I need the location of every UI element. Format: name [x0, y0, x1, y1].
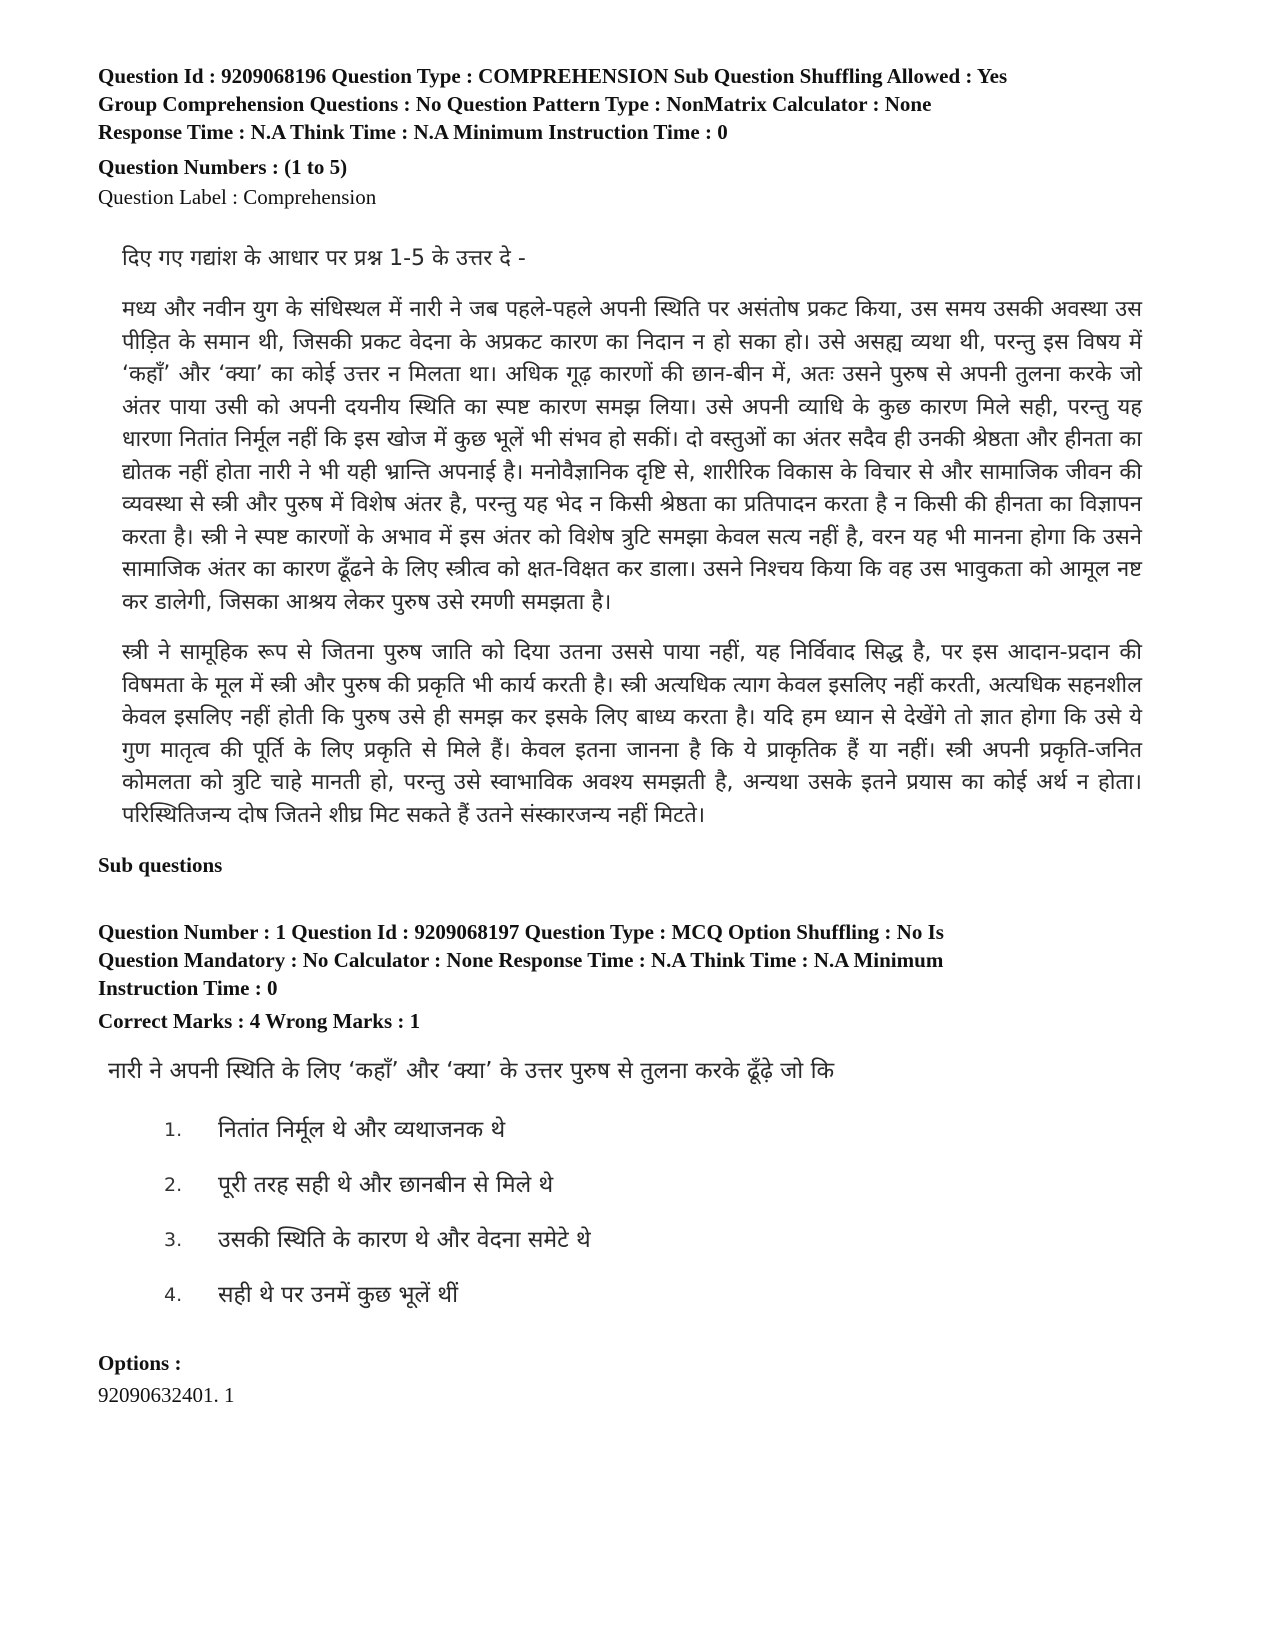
- choice-text: उसकी स्थिति के कारण थे और वेदना समेटे थे: [218, 1226, 591, 1253]
- sub-meta-line-3: Instruction Time : 0: [98, 976, 278, 1000]
- comprehension-passage: [122, 294, 1142, 832]
- marks-info: Correct Marks : 4 Wrong Marks : 1: [98, 1009, 421, 1033]
- choice-number: 4.: [164, 1283, 183, 1306]
- question-label: Question Label : Comprehension: [98, 185, 377, 209]
- choice-number: 2.: [164, 1173, 183, 1196]
- answer-choices: [98, 1102, 1188, 1322]
- passage-paragraph-1: मध्य और नवीन युग के संधिस्थल में नारी ने जब पहले-पहले अपनी स्थिति पर असंतोष प्रकट किया, उस समय उसकी अवस्था उस पीड़ित के समान थी, जिसकी प्रकट वेदना के अप्रकट कारण का निदान न हो सका हो। उसे असह्य व्यथा थी, परन्तु इस विषय में ‘कहाँ’ और ‘क्या’ का कोई उत्तर न मिलता था। अधिक गूढ़ कारणों की छान-बीन में, अतः उसने पुरुष से अपनी तुलना करके जो अंतर पाया उसी को अपनी दयनीय स्थिति का स्पष्ट कारण समझ लिया। उसे अपनी व्याधि के कुछ कारण मिले सही, परन्तु यह धारणा नितांत निर्मूल नहीं कि इस खोज में कुछ भूलें भी संभव हो सकीं। दो वस्तुओं का अंतर सदैव ही उनकी श्रेष्ठता और हीनता का द्योतक नहीं होता नारी ने भी यही भ्रान्ति अपनाई है। मनोवैज्ञानिक दृष्टि से, शारीरिक विकास के विचार से और सामाजिक जीवन की व्यवस्था से स्त्री और पुरुष में विशेष अंतर है, परन्तु यह भेद न किसी श्रेष्ठता का प्रतिपादन करता है न किसी की हीनता का विज्ञापन करता है। स्त्री ने स्पष्ट कारणों के अभाव में इस अंतर को विशेष त्रुटि समझा केवल सत्य नहीं है, वरन यह भी मानना होगा कि उसने सामाजिक अंतर का कारण ढूँढने के लिए स्त्रीत्व को क्षत-विक्षत कर डाला। उसने निश्चय किया कि वह उस भावुकता को आमूल नष्ट कर डालेगी, जिसका आश्रय लेकर पुरुष उसे रमणी समझता है।: [122, 297, 1142, 615]
- answer-choice: [164, 1212, 1188, 1267]
- question-numbers: Question Numbers : (1 to 5): [98, 155, 348, 179]
- choice-text: सही थे पर उनमें कुछ भूलें थीं: [218, 1281, 459, 1308]
- answer-choice: [164, 1157, 1188, 1212]
- meta-line-2: Group Comprehension Questions : No Question Pattern Type : NonMatrix Calculator : None: [98, 92, 932, 116]
- choice-number: 3.: [164, 1228, 183, 1251]
- answer-choice: [164, 1267, 1188, 1322]
- sub-question-text: नारी ने अपनी स्थिति के लिए ‘कहाँ’ और ‘क्या’ के उत्तर पुरुष से तुलना करके ढूँढ़े जो कि: [108, 1058, 835, 1084]
- answer-choice: [164, 1102, 1188, 1157]
- choice-number: 1.: [164, 1118, 183, 1141]
- sub-meta-line-2: Question Mandatory : No Calculator : None Response Time : N.A Think Time : N.A Minimum: [98, 948, 944, 972]
- exam-page: [98, 62, 1188, 1410]
- options-label: Options :: [98, 1351, 182, 1375]
- option-id-line: 92090632401. 1: [98, 1383, 235, 1407]
- choice-text: पूरी तरह सही थे और छानबीन से मिले थे: [218, 1171, 554, 1198]
- passage-paragraph-2: स्त्री ने सामूहिक रूप से जितना पुरुष जाति को दिया उतना उससे पाया नहीं, यह निर्विवाद सिद्ध है, पर इस आदान-प्रदान की विषमता के मूल में स्त्री और पुरुष की प्रकृति भी कार्य करती है। स्त्री अत्यधिक त्याग केवल इसलिए नहीं करती, अत्यधिक सहनशील केवल इसलिए नहीं होती कि पुरुष उसे ही समझ कर इसके लिए बाध्य करता है। यदि हम ध्यान से देखेंगे तो ज्ञात होगा कि उसे ये गुण मातृत्व की पूर्ति के लिए प्रकृति से मिले हैं। केवल इतना जानना है कि ये प्राकृतिक हैं या नहीं। स्त्री अपनी प्रकृति-जनित कोमलता को त्रुटि चाहे मानती हो, परन्तु उसे स्वाभाविक अवश्य समझती है, अन्यथा उसके इतने प्रयास का कोई अर्थ न होता। परिस्थितिजन्य दोष जितने शीघ्र मिट सकते हैं उतने संस्कारजन्य नहीं मिटते।: [122, 640, 1142, 828]
- sub-meta-line-1: Question Number : 1 Question Id : 9209068197 Question Type : MCQ Option Shuffling : No Is: [98, 920, 944, 944]
- meta-line-1: Question Id : 9209068196 Question Type : COMPREHENSION Sub Question Shuffling Allowed : Yes: [98, 64, 1008, 88]
- meta-line-3: Response Time : N.A Think Time : N.A Minimum Instruction Time : 0: [98, 120, 728, 144]
- sub-questions-heading: Sub questions: [98, 853, 223, 877]
- question-meta: [98, 62, 1188, 146]
- sub-question-meta: [98, 918, 1188, 1002]
- choice-text: नितांत निर्मूल थे और व्यथाजनक थे: [218, 1116, 506, 1143]
- comprehension-instruction: दिए गए गद्यांश के आधार पर प्रश्न 1-5 के उत्तर दे -: [122, 246, 526, 271]
